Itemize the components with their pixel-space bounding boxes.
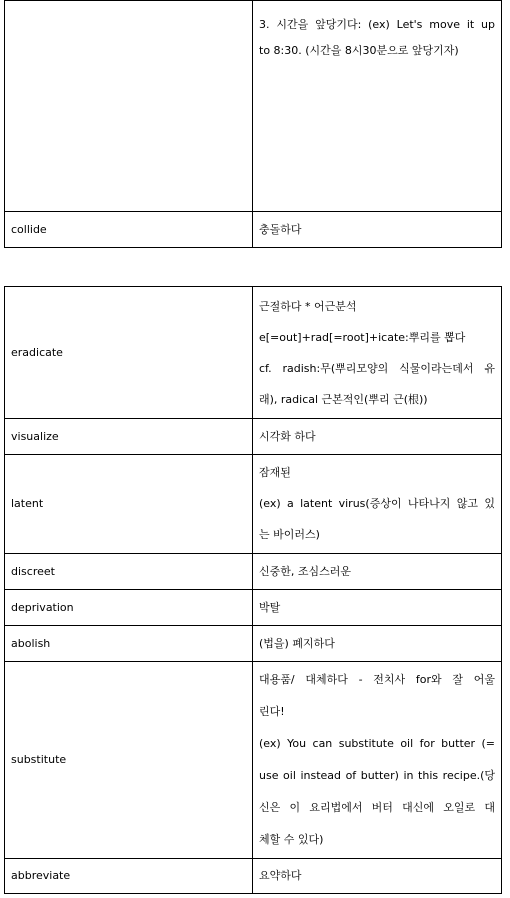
definition-line: 3. 시간을 앞당기다: (ex) Let's move it up: [259, 18, 495, 31]
definition-line: e[=out]+rad[=root]+icate:뿌리를 뽑다: [259, 331, 466, 344]
definition-line: 근절하다 * 어근분석: [259, 300, 357, 313]
definition-line: 시각화 하다: [259, 429, 316, 443]
definition-line: 잠재된: [259, 466, 291, 479]
definition-line: 체할 수 있다): [259, 833, 324, 846]
definition-line: use oil instead of butter) in this recipe.(당: [259, 769, 495, 782]
definition-line: 신은 이 요리법에서 버터 대신에 오일로 대: [259, 801, 495, 814]
term-cell: visualize: [5, 419, 253, 455]
definition-cell: [253, 1, 502, 212]
definition-line: 충돌하다: [259, 222, 302, 236]
table-row: [5, 1, 502, 212]
definition-line: 박탈: [259, 600, 281, 614]
definition-line: 요약하다: [259, 869, 302, 882]
term-cell: abbreviate: [5, 859, 253, 894]
definition-line: to 8:30. (시간을 8시30분으로 앞당기자): [259, 44, 459, 57]
definition-cell: [253, 212, 502, 248]
definition-cell: [253, 287, 502, 419]
term-cell: [5, 1, 253, 212]
definition-cell: [253, 455, 502, 554]
term-cell: substitute: [5, 662, 253, 859]
definition-line: (ex) You can substitute oil for butter (=: [259, 737, 495, 750]
term-cell: collide: [5, 212, 253, 248]
table-row: [5, 287, 502, 419]
term-cell: discreet: [5, 554, 253, 590]
definition-cell: [253, 554, 502, 590]
definition-cell: [253, 626, 502, 662]
table-row: [5, 626, 502, 662]
term-cell: eradicate: [5, 287, 253, 419]
definition-cell: [253, 590, 502, 626]
definition-line: 래), radical 근본적인(뿌리 근(根)): [259, 393, 428, 406]
vocab-table-2: [4, 286, 502, 894]
table-row: [5, 455, 502, 554]
table-row: [5, 554, 502, 590]
definition-cell: [253, 419, 502, 455]
term-cell: abolish: [5, 626, 253, 662]
definition-line: 는 바이러스): [259, 528, 320, 541]
table-row: [5, 662, 502, 859]
definition-cell: [253, 662, 502, 859]
definition-line: 대용품/ 대체하다 - 전치사 for와 잘 어울: [259, 673, 495, 686]
term-cell: deprivation: [5, 590, 253, 626]
definition-line: 신중한, 조심스러운: [259, 564, 352, 578]
definition-line: (ex) a latent virus(증상이 나타나지 않고 있: [259, 497, 495, 510]
table-row: [5, 212, 502, 248]
table-row: [5, 419, 502, 455]
vocab-table-1: [4, 0, 502, 248]
table-row: [5, 590, 502, 626]
definition-line: (법을) 폐지하다: [259, 636, 335, 650]
definition-line: 린다!: [259, 705, 285, 718]
term-cell: latent: [5, 455, 253, 554]
table-row: [5, 859, 502, 894]
definition-cell: [253, 859, 502, 894]
definition-line: cf. radish:무(뿌리모양의 식물이라는데서 유: [259, 362, 495, 375]
